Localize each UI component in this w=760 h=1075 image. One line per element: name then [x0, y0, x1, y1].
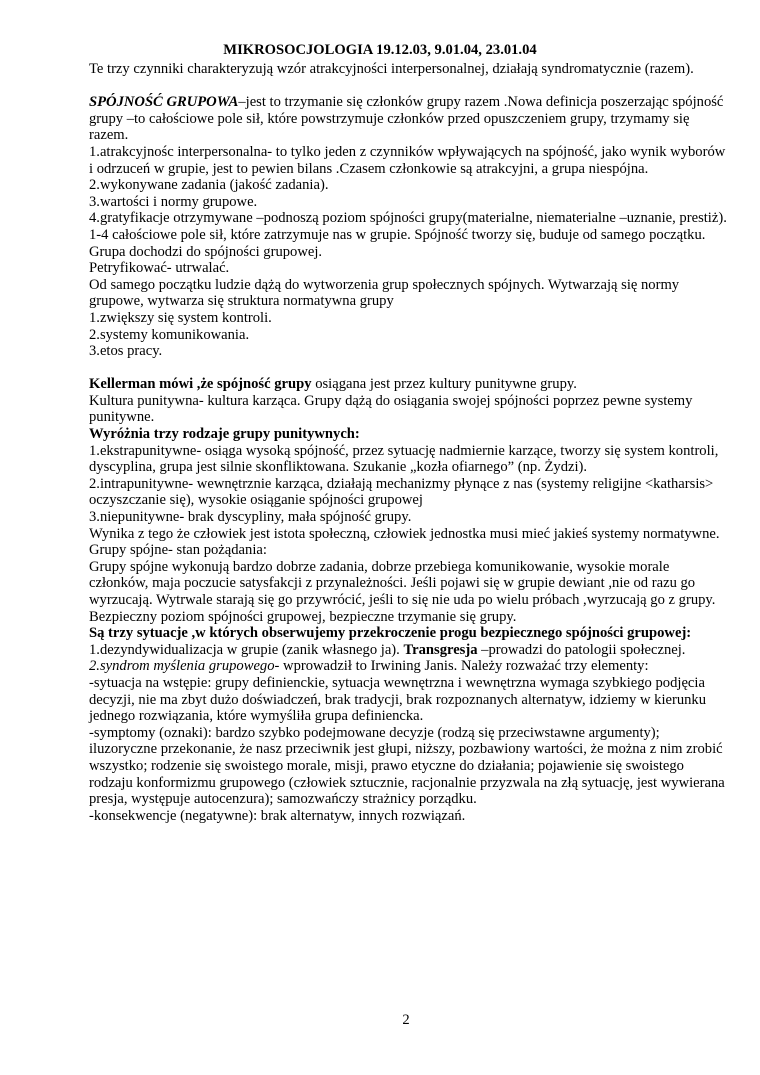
cohesion-definition: [89, 94, 729, 144]
situation-1: [89, 642, 729, 659]
situation-1-rest: –prowadzi do patologii społecznej.: [477, 641, 686, 658]
factor-line: 1.zwiększy się system kontroli.: [89, 309, 272, 326]
situation-2: [89, 658, 729, 675]
situation-2-rest: - wprowadził to Irwining Janis. Należy rozważać trzy elementy:: [274, 658, 649, 675]
punitive-types-heading: [89, 426, 729, 443]
situation-1-bold: Transgresja: [403, 641, 478, 658]
page-number: 2: [402, 1012, 410, 1028]
punitive-types-heading-text: Wyróżnia trzy rodzaje grupy punitywnych:: [89, 426, 360, 443]
factor-line: 3.wartości i normy grupowe.: [89, 193, 258, 210]
kellerman-paragraph: [89, 376, 729, 393]
factor-line: 2.wykonywane zadania (jakość zadania).: [89, 177, 329, 194]
situations-heading: [89, 625, 729, 642]
element-line: -konsekwencje (negatywne): brak alternatyw, innych rozwiązań.: [89, 807, 466, 824]
factor-line: 1-4 całościowe pole sił, które zatrzymuje nas w grupie. Spójność tworzy się, buduje od samego początku. Grupa dochodzi do spójności grupowej.: [89, 226, 706, 260]
punitive-type-line: Grupy spójne wykonują bardzo dobrze zadania, dobrze przebiega komunikowanie, wysokie morale członków, maja poczucie satysfakcji z przynależności. Jeśli pojawi się w grupie dewiant ,nie od razu go wyrzucają. Wytrwale starają się go przywrócić, jeśli to się nie uda po wielu próbach ,wyrzucają go z grupy.: [89, 558, 716, 608]
situations-heading-text: Są trzy sytuacje ,w których obserwujemy przekroczenie progu bezpiecznego spójności grupowej:: [89, 625, 692, 642]
cohesion-term: SPÓJNOŚĆ GRUPOWA: [89, 94, 239, 111]
factor-line: 2.systemy komunikowania.: [89, 326, 250, 343]
factor-line: 3.etos pracy.: [89, 343, 163, 360]
factor-line: Od samego początku ludzie dążą do wytworzenia grup społecznych spójnych. Wytwarzają się normy grupowe, wytwarza się struktura normatywna grupy: [89, 276, 680, 310]
punitive-type-line: Bezpieczny poziom spójności grupowej, bezpieczne trzymanie się grupy.: [89, 608, 517, 625]
document-body: [89, 61, 729, 824]
blank-line: [89, 78, 729, 95]
factor-line: 4.gratyfikacje otrzymywane –podnoszą poziom spójności grupy(materialne, niematerialne –uznanie, prestiż).: [89, 210, 727, 227]
situation-2-italic: 2.syndrom myślenia grupowego: [89, 658, 275, 675]
factor-line: 1.atrakcyjnośc interpersonalna- to tylko jeden z czynników wpływających na spójność, jako wynik wyborów i odrzuceń w grupie, jest to pewien bilans .Czasem członkowie są atrakcyjni, a grupa niespójna.: [89, 143, 726, 177]
document-title: MIKROSOCJOLOGIA 19.12.03, 9.01.04, 23.01.04: [223, 42, 537, 58]
punitive-culture-paragraph: Kultura punitywna- kultura karząca. Grupy dążą do osiągania swojej spójności poprzez pewne systemy punitywne.: [89, 392, 693, 426]
situation-1-text: 1.dezyndywidualizacja w grupie (zanik własnego ja).: [89, 641, 404, 658]
punitive-type-line: 2.intrapunitywne- wewnętrznie karząca, działają mechanizmy płynące z nas (systemy religijne <katharsis> oczyszczanie się), wysokie osiąganie spójności grupowej: [89, 475, 714, 509]
blank-line: [89, 360, 729, 377]
punitive-type-line: 1.ekstrapunitywne- osiąga wysoką spójność, przez sytuację nadmiernie karzące, tworzy się system kontroli, dyscyplina, grupa jest silnie skonfliktowana. Szukanie „kozła ofiarnego” (np. Żydzi).: [89, 442, 719, 476]
kellerman-rest: osiągana jest przez kultury punitywne grupy.: [311, 376, 577, 393]
element-line: -symptomy (oznaki): bardzo szybko podejmowane decyzje (rodzą się przeciwstawne argumenty); iluzoryczne przekonanie, że nasz przeciwnik jest głupi, niższy, pozbawiony wartości, że można z nim zrobić wszystko; rodzenie się swoistego morale, misji, prawo etyczne do działania; pojawienie się swoistego rodzaju konformizmu grupowego (człowiek sztucznie, racjonalnie przyzwala na złą sytuację, jest wywierana presja, występuje autocenzura); samozwańczy strażnicy porządku.: [89, 724, 725, 808]
kellerman-bold: Kellerman mówi ,że spójność grupy: [89, 376, 312, 393]
punitive-type-line: Wynika z tego że człowiek jest istota społeczną, człowiek jednostka musi mieć jakieś systemy normatywne.: [89, 525, 720, 542]
punitive-type-line: 3.niepunitywne- brak dyscypliny, mała spójność grupy.: [89, 509, 412, 526]
factor-line: Petryfikować- utrwalać.: [89, 260, 230, 277]
punitive-type-line: Grupy spójne- stan pożądania:: [89, 542, 267, 559]
element-line: -sytuacja na wstępie: grupy definienckie, sytuacja wewnętrzna i wewnętrzna wymaga szybkiego podjęcia decyzji, nie ma zbyt dużo doświadczeń, brak tradycji, brak rozpoznanych alternatyw, idziemy w kierunku jednego rozwiązania, które wymyśliła grupa definiencka.: [89, 674, 707, 725]
cohesion-definition-text: –jest to trzymanie się członków grupy razem .Nowa definicja poszerzając spójność grupy –to całościowe pole sił, które powstrzymuje członków przed opuszczeniem grupy, trzymamy się razem.: [89, 94, 724, 144]
intro-paragraph: Te trzy czynniki charakteryzują wzór atrakcyjności interpersonalnej, działają syndromatycznie (razem).: [89, 61, 694, 77]
